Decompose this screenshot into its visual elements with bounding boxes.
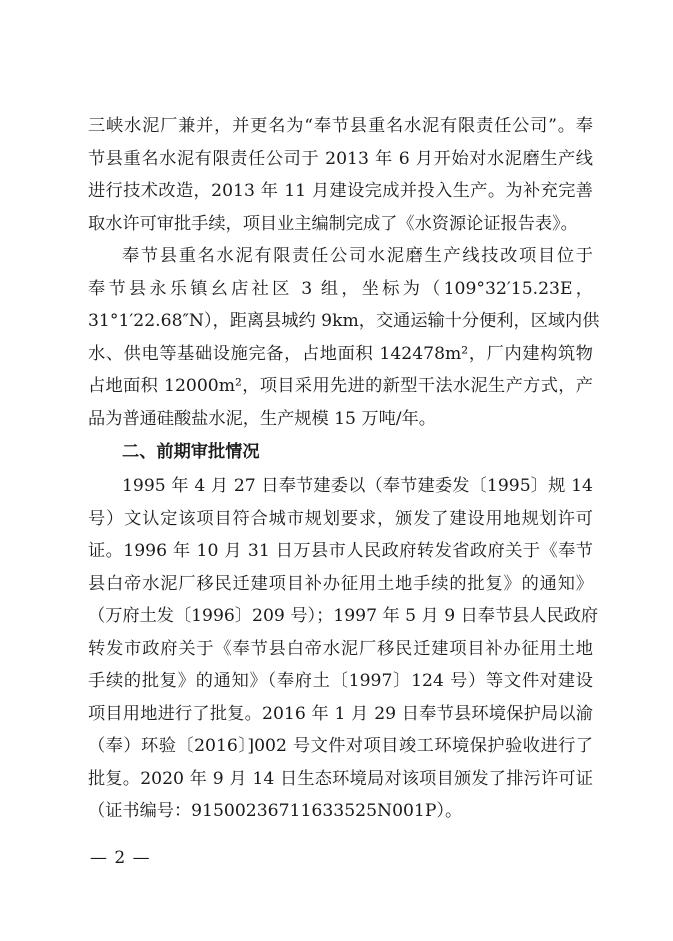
paragraph-2-line: 31°1′22.68″N），距离县城约 9km，交通运输十分便利，区域内供 <box>88 311 600 331</box>
paragraph-2-line: 水、供电等基础设施完备，占地面积 142478m²，厂内建构筑物 <box>88 343 593 364</box>
paragraph-2-line: 奉节县重名水泥有限责任公司水泥磨生产线技改项目位于 <box>122 246 593 266</box>
paragraph-1-line: 节县重名水泥有限责任公司于 2013 年 6 月开始对水泥磨生产线 <box>88 148 593 169</box>
paragraph-2-line: 品为普通硅酸盐水泥，生产规模 15 万吨/年。 <box>88 408 436 429</box>
section-heading: 二、前期审批情况 <box>122 442 260 462</box>
page-number: — 2 — <box>90 848 151 868</box>
paragraph-1-line: 三峡水泥厂兼并，并更名为“奉节县重名水泥有限责任公司”。奉 <box>88 116 593 136</box>
paragraph-1 <box>88 110 593 240</box>
paragraph-3-line: 转发市政府关于《奉节县白帝水泥厂移民迁建项目补办征用土地 <box>88 638 593 659</box>
paragraph-3-line: 批复。2020 年 9 月 14 日生态环境局对该项目颁发了排污许可证 <box>88 768 593 789</box>
paragraph-3-line: 证。1996 年 10 月 31 日万县市人民政府转发省政府关于《奉节 <box>88 541 593 561</box>
paragraph-2-line: 奉节县永乐镇幺店社区 3 组，坐标为（109°32′15.23E， <box>88 278 593 299</box>
paragraph-1-line: 进行技术改造，2013 年 11 月建设完成并投入生产。为补充完善 <box>88 181 593 201</box>
paragraph-3-line: （证书编号：91500236711633525N001P）。 <box>88 801 463 821</box>
paragraph-3-line: 号）文认定该项目符合城市规划要求，颁发了建设用地规划许可 <box>88 508 593 529</box>
paragraph-3-line: 手续的批复》的通知》（奉府土〔1997〕124 号）等文件对建设 <box>88 671 593 691</box>
paragraph-3-line: （万府土发〔1996〕209 号）；1997 年 5 月 9 日奉节县人民政府 <box>88 606 599 626</box>
paragraph-3 <box>88 470 599 828</box>
paragraph-2 <box>88 240 600 435</box>
paragraph-3-line: 县白帝水泥厂移民迁建项目补办征用土地手续的批复》的通知》 <box>88 573 593 594</box>
paragraph-3-line: （奉）环验〔2016〕]002 号文件对项目竣工环境保护验收进行了 <box>88 736 593 756</box>
paragraph-3-line: 1995 年 4 月 27 日奉节建委以（奉节建委发〔1995〕规 14 <box>122 476 593 496</box>
paragraph-2-line: 占地面积 12000m²，项目采用先进的新型干法水泥生产方式，产 <box>88 376 593 396</box>
paragraph-3-line: 项目用地进行了批复。2016 年 1 月 29 日奉节县环境保护局以渝 <box>88 703 593 724</box>
paragraph-1-line: 取水许可审批手续，项目业主编制完成了《水资源论证报告表》。 <box>88 213 578 234</box>
